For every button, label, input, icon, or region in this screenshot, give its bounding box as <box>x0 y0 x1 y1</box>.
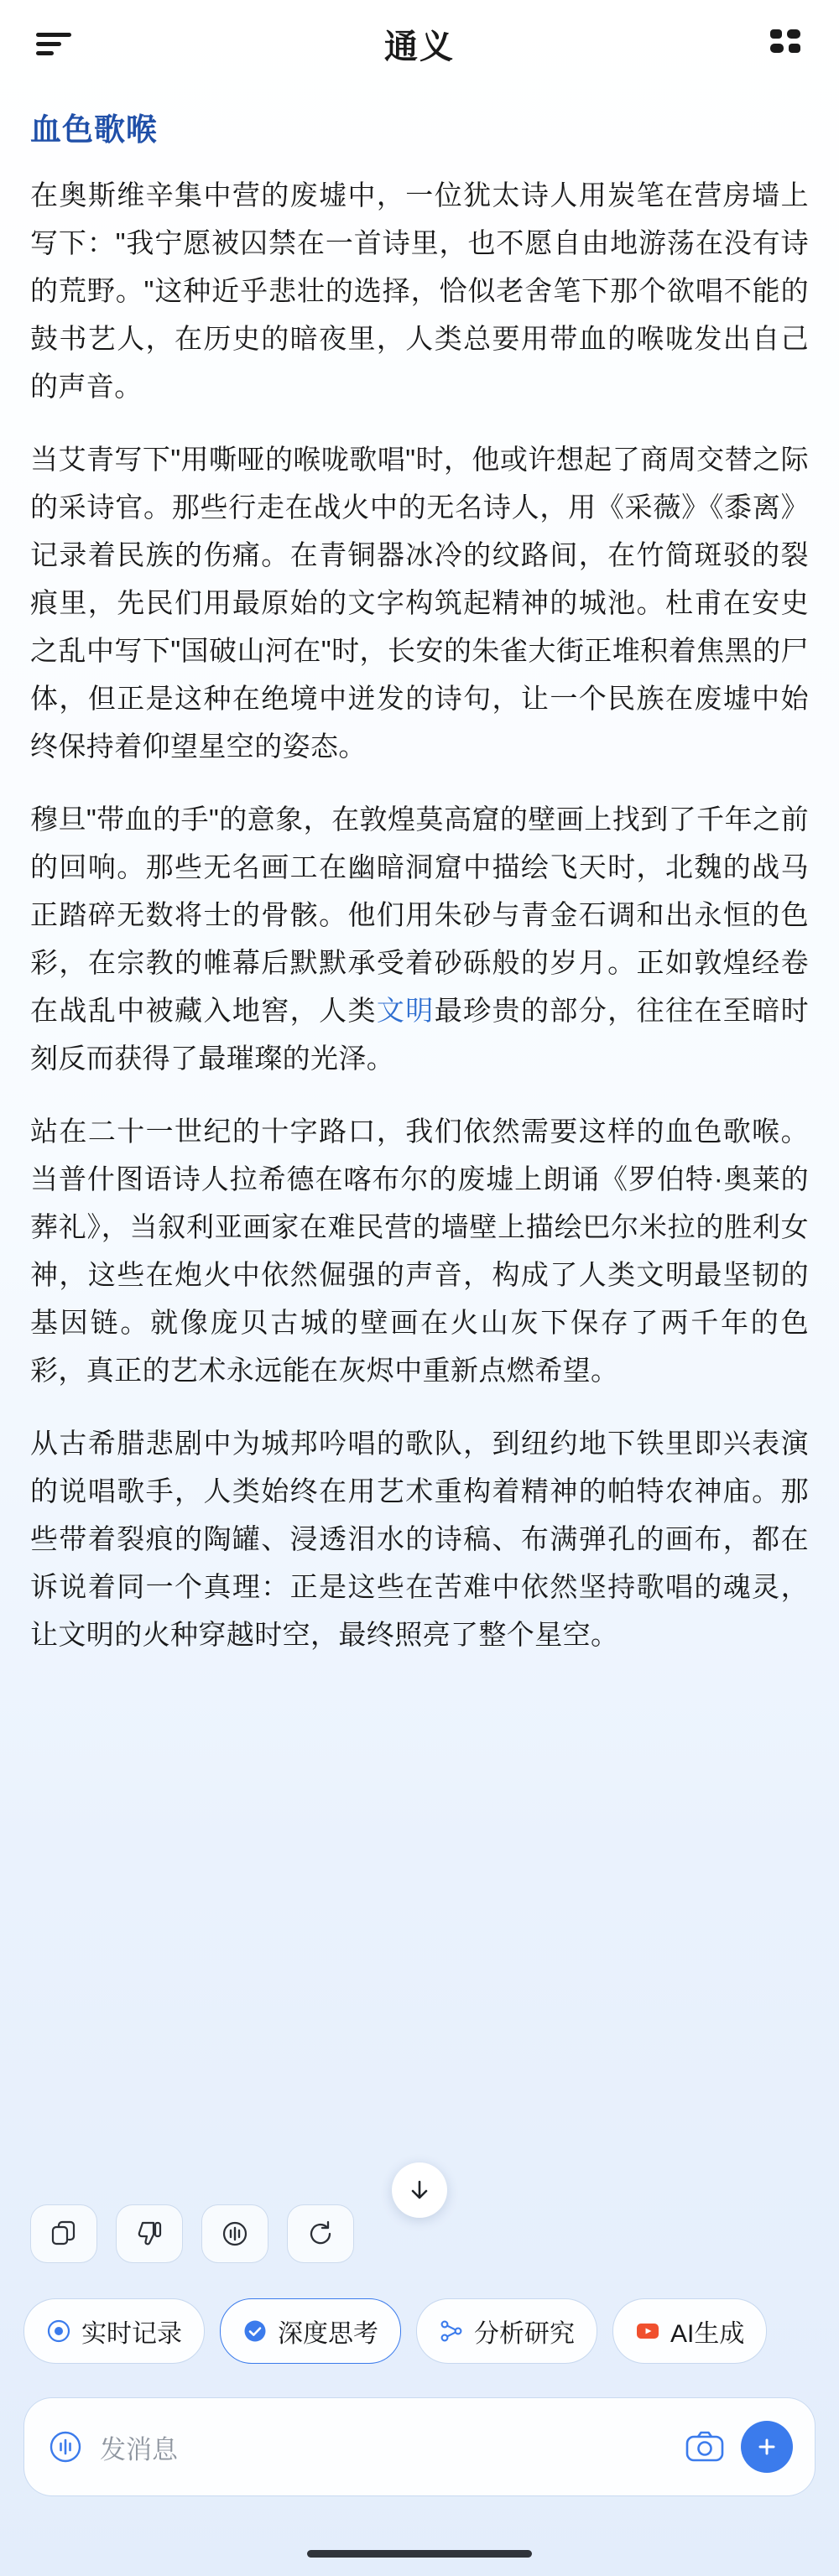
tool-chip-deep-thinking[interactable] <box>220 2298 401 2364</box>
message-composer[interactable] <box>23 2397 816 2496</box>
article-paragraph: 站在二十一世纪的十字路口，我们依然需要这样的血色歌喉。当普什图语诗人拉希德在喀布尔的废墟上朗诵《罗伯特·奥莱的葬礼》，当叙利亚画家在难民营的墙壁上描绘巴尔米拉的胜利女神，这些在炮火中依然倔强的声音，构成了人类文明最坚韧的基因链。就像庞贝古城的壁画在火山灰下保存了两千年的色彩，真正的艺术永远能在灰烬中重新点燃希望。 <box>30 1116 809 1386</box>
tool-chip-ai-generate[interactable] <box>612 2298 767 2364</box>
plus-icon <box>754 2434 779 2459</box>
article-paragraph: 从古希腊悲剧中为城邦吟唱的歌队，到纽约地下铁里即兴表演的说唱歌手，人类始终在用艺术重构着精神的帕特农神庙。那些带着裂痕的陶罐、浸透泪水的诗稿、布满弹孔的画布，都在诉说着同一个真理：正是这些在苦难中依然坚持歌唱的魂灵，让文明的火种穿越时空，最终照亮了整个星空。 <box>30 1428 809 1650</box>
add-attachment-button[interactable] <box>741 2421 793 2473</box>
copy-button[interactable] <box>30 2204 97 2263</box>
refresh-icon <box>306 2220 335 2248</box>
copy-icon <box>50 2220 78 2248</box>
record-icon <box>46 2318 71 2344</box>
page-title: 通义 <box>384 28 455 65</box>
article-title: 血色歌喉 <box>30 112 158 147</box>
highlighted-term: 文明 <box>376 995 435 1026</box>
home-indicator <box>307 2550 532 2558</box>
read-aloud-button[interactable] <box>201 2204 268 2263</box>
tool-chip-analysis-research[interactable] <box>416 2298 597 2364</box>
thumbs-down-icon <box>135 2220 164 2248</box>
article-paragraph: 在奥斯维辛集中营的废墟中，一位犹太诗人用炭笔在营房墙上写下："我宁愿被囚禁在一首诗里，也不愿自由地游荡在没有诗的荒野。"这种近乎悲壮的选择，恰似老舍笔下那个欲唱不能的鼓书艺人，在历史的暗夜里，人类总要用带血的喉咙发出自己的声音。 <box>30 180 809 402</box>
article-paragraph: 当艾青写下"用嘶哑的喉咙歌唱"时，他或许想起了商周交替之际的采诗官。那些行走在战火中的无名诗人，用《采薇》《黍离》记录着民族的伤痛。在青铜器冰冷的纹路间，在竹简斑驳的裂痕里，先民们用最原始的文字构筑起精神的城池。杜甫在安史之乱中写下"国破山河在"时，长安的朱雀大街正堆积着焦黑的尸体，但正是这种在绝境中迸发的诗句，让一个民族在废墟中始终保持着仰望星空的姿态。 <box>30 444 809 762</box>
regenerate-button[interactable] <box>287 2204 354 2263</box>
message-input[interactable]: 发消息 <box>100 2434 178 2464</box>
check-circle-icon <box>242 2318 268 2344</box>
tool-chip-label: AI生成 <box>670 2320 745 2348</box>
tool-chips <box>0 2298 839 2364</box>
tool-chip-label: 深度思考 <box>278 2320 378 2348</box>
scroll-to-bottom-button[interactable] <box>392 2162 447 2218</box>
analysis-icon <box>439 2318 464 2344</box>
camera-icon[interactable] <box>684 2428 726 2465</box>
video-icon <box>635 2318 660 2344</box>
speaker-icon <box>221 2220 249 2248</box>
dislike-button[interactable] <box>116 2204 183 2263</box>
tool-chip-label: 实时记录 <box>81 2320 182 2348</box>
menu-icon[interactable] <box>30 20 77 67</box>
app-header <box>0 0 839 87</box>
voice-wave-icon[interactable] <box>46 2428 85 2466</box>
article-body <box>0 87 839 1658</box>
grid-apps-icon[interactable] <box>762 20 809 67</box>
article-paragraph: 穆旦"带血的手"的意象，在敦煌莫高窟的壁画上找到了千年之前的回响。那些无名画工在幽暗洞窟中描绘飞天时，北魏的战马正踏碎无数将士的骨骸。他们用朱砂与青金石调和出永恒的色彩，在宗教的帷幕后默默承受着砂砾般的岁月。正如敦煌经卷在战乱中被藏入地窖，人类文明最珍贵的部分，往往在至暗时刻反而获得了最璀璨的光泽。 <box>30 804 809 1074</box>
tool-chip-live-record[interactable] <box>23 2298 205 2364</box>
tool-chip-label: 分析研究 <box>474 2320 575 2348</box>
arrow-down-icon <box>408 2178 431 2202</box>
